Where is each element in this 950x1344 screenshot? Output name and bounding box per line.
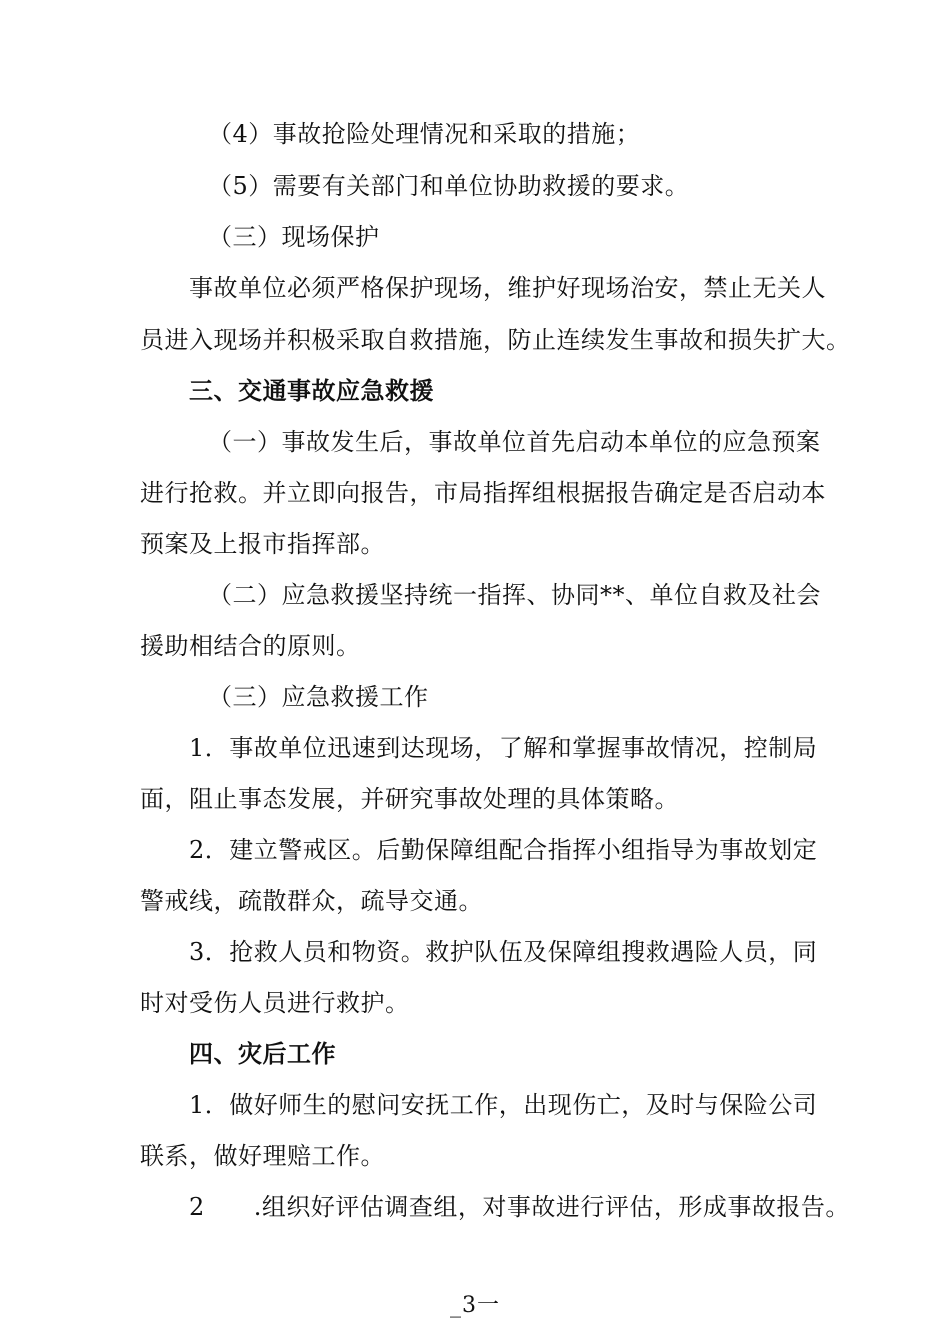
paragraph-line: 员进入现场并积极采取自救措施，防止连续发生事故和损失扩大。 <box>140 326 851 354</box>
paragraph-line: 事故单位必须严格保护现场，维护好现场治安，禁止无关人 <box>189 274 826 302</box>
paragraph-line: 2 .组织好评估调查组，对事故进行评估，形成事故报告。 <box>189 1193 850 1221</box>
paragraph-line: 警戒线，疏散群众，疏导交通。 <box>140 887 483 915</box>
paragraph-line: 2．建立警戒区。后勤保障组配合指挥小组指导为事故划定 <box>189 836 818 864</box>
paragraph-line: （一）事故发生后，事故单位首先启动本单位的应急预案 <box>208 428 821 456</box>
list-item-5: （5）需要有关部门和单位协助救援的要求。 <box>208 172 690 200</box>
paragraph-line: 预案及上报市指挥部。 <box>140 530 385 558</box>
paragraph-line: （二）应急救援坚持统一指挥、协同**、单位自救及社会 <box>208 581 821 609</box>
subheading-emergency-work: （三）应急救援工作 <box>208 683 429 711</box>
section-heading-4: 四、灾后工作 <box>189 1040 336 1068</box>
paragraph-line: 时对受伤人员进行救护。 <box>140 989 410 1017</box>
paragraph-line: 进行抢救。并立即向报告，市局指挥组根据报告确定是否启动本 <box>140 479 826 507</box>
page-number: _3一 <box>450 1293 500 1318</box>
paragraph-line: 1．做好师生的慰问安抚工作，出现伤亡，及时与保险公司 <box>189 1091 818 1119</box>
list-item-4: （4）事故抢险处理情况和采取的措施； <box>208 120 641 148</box>
section-heading-3: 三、交通事故应急救援 <box>189 377 434 405</box>
paragraph-line: 援助相结合的原则。 <box>140 632 361 660</box>
paragraph-line: 1．事故单位迅速到达现场，了解和掌握事故情况，控制局 <box>189 734 818 762</box>
subheading-scene-protection: （三）现场保护 <box>208 223 380 251</box>
paragraph-line: 联系，做好理赔工作。 <box>140 1142 385 1170</box>
paragraph-line: 面，阻止事态发展，并研究事故处理的具体策略。 <box>140 785 679 813</box>
paragraph-line: 3．抢救人员和物资。救护队伍及保障组搜救遇险人员，同 <box>189 938 818 966</box>
